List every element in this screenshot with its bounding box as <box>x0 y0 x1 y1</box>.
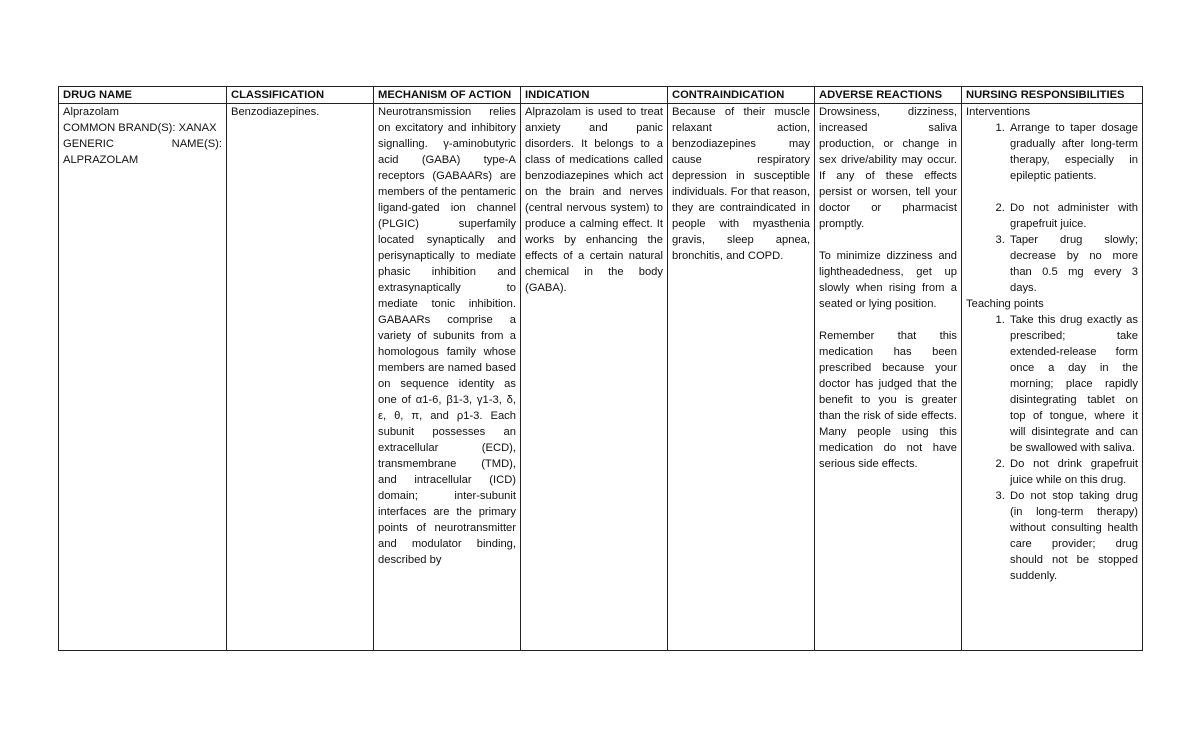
header-mechanism: MECHANISM OF ACTION <box>374 87 521 104</box>
brand-name: COMMON BRAND(S): XANAX <box>63 122 217 134</box>
header-indication: INDICATION <box>521 87 668 104</box>
header-adverse-reactions: ADVERSE REACTIONS <box>815 87 962 104</box>
list-item: 2. Do not administer with grapefruit juice. <box>1008 200 1138 232</box>
cell-mechanism <box>374 104 521 651</box>
generic-name: GENERIC NAME(S): ALPRAZOLAM <box>63 138 222 166</box>
cell-drug-name <box>59 104 227 651</box>
interventions-label: Interventions <box>966 106 1031 118</box>
mechanism-text: Neurotransmission relies on excitatory and inhibitory signalling. γ-aminobutyric acid (GABA) type-A receptors (GABAARs) are members of the pentameric ligand-gated ion channel (PLGIC) superfamily located synaptically and perisynaptically to mediate phasic inhibition and extrasynaptically to mediate tonic inhibition. GABAARs comprise a variety of subunits from a homologous family whose members are named based on sequence identity as one of α1-6, β1-3, γ1-3, δ, ε, θ, π, and ρ1-3. Each subunit possesses an extracellular (ECD), transmembrane (TMD), and intracellular (ICD) domain; inter-subunit interfaces are the primary points of neurotransmitter and modulator binding, described by <box>378 106 516 566</box>
list-item: 2. Do not drink grapefruit juice while on this drug. <box>1008 456 1138 488</box>
list-item: 1. Arrange to taper dosage gradually after long-term therapy, especially in epileptic patients. <box>1008 120 1138 184</box>
teaching-points-label: Teaching points <box>966 298 1044 310</box>
interventions-list <box>966 120 1138 296</box>
header-nursing-responsibilities: NURSING RESPONSIBILITIES <box>962 87 1143 104</box>
classification-text: Benzodiazepines. <box>231 106 320 118</box>
drug-study-table <box>58 86 1143 651</box>
header-row <box>59 87 1143 104</box>
cell-nursing-responsibilities <box>962 104 1143 651</box>
cell-contraindication <box>668 104 815 651</box>
adverse-paragraph-2: To minimize dizziness and lightheadedness, get up slowly when rising from a seated or lying position. <box>819 250 957 310</box>
teaching-points-list <box>966 312 1138 584</box>
header-contraindication: CONTRAINDICATION <box>668 87 815 104</box>
adverse-paragraph-1: Drowsiness, dizziness, increased saliva production, or change in sex drive/ability may occur. If any of these effects persist or worsen, tell your doctor or pharmacist promptly. <box>819 106 957 230</box>
cell-adverse-reactions <box>815 104 962 651</box>
cell-classification <box>227 104 374 651</box>
list-item: 3. Taper drug slowly; decrease by no more than 0.5 mg every 3 days. <box>1008 232 1138 296</box>
header-drug-name: DRUG NAME <box>59 87 227 104</box>
contraindication-text: Because of their muscle relaxant action, benzodiazepines may cause respiratory depression in susceptible individuals. For that reason, they are contraindicated in people with myasthenia gravis, sleep apnea, bronchitis, and COPD. <box>672 106 810 262</box>
adverse-paragraph-3: Remember that this medication has been prescribed because your doctor has judged that the benefit to you is greater than the risk of side effects. Many people using this medication do not have serious side effects. <box>819 330 957 470</box>
cell-indication <box>521 104 668 651</box>
header-classification: CLASSIFICATION <box>227 87 374 104</box>
indication-text: Alprazolam is used to treat anxiety and panic disorders. It belongs to a class of medications called benzodiazepines which act on the brain and nerves (central nervous system) to produce a calming effect. It works by enhancing the effects of a certain natural chemical in the body (GABA). <box>525 106 663 294</box>
list-item: 3. Do not stop taking drug (in long-term therapy) without consulting health care provider; drug should not be stopped suddenly. <box>1008 488 1138 584</box>
list-item: 1. Take this drug exactly as prescribed; take extended-release form once a day in the morning; place rapidly disintegrating tablet on top of tongue, where it will disintegrate and can be swallowed with saliva. <box>1008 312 1138 456</box>
table-row <box>59 104 1143 651</box>
drug-name: Alprazolam <box>63 106 119 118</box>
